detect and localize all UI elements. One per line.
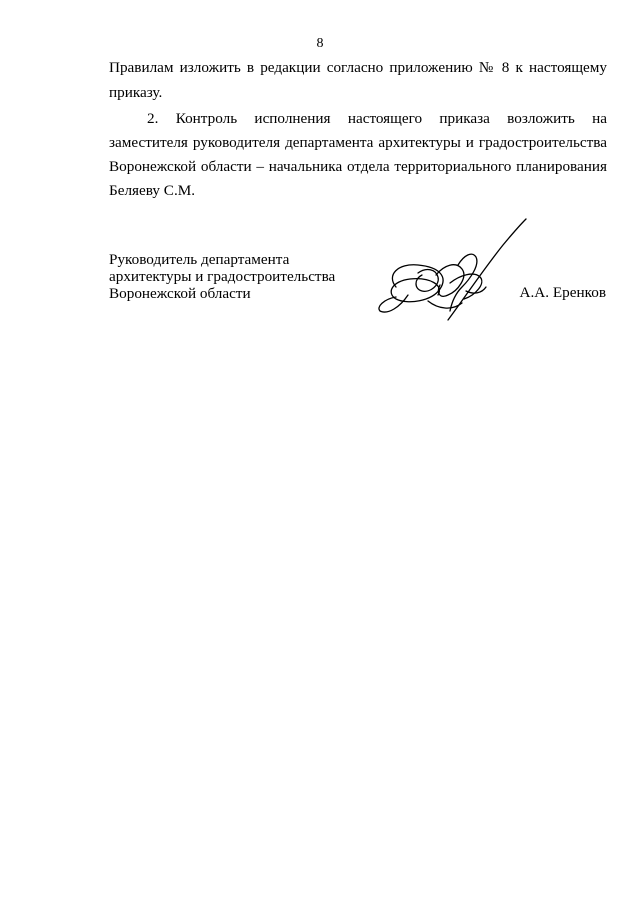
paragraph-2-line-1: 2. Контроль исполнения настоящего приказа возложить на [147, 110, 607, 127]
paragraph-1-line-1: Правилам изложить в редакции согласно приложению № 8 к настоящему [109, 59, 607, 76]
paragraph-2-line-3: Воронежской области – начальника отдела территориального планирования [109, 158, 607, 175]
paragraph-2-line-4: Беляеву С.М. [109, 182, 196, 199]
position-line-3: Воронежской области [109, 285, 251, 302]
page-number: 8 [316, 36, 324, 51]
position-line-1: Руководитель департамента [109, 251, 290, 268]
paragraph-2-line-2: заместителя руководителя департамента архитектуры и градостроительства [109, 134, 607, 151]
position-line-2: архитектуры и градостроительства [109, 268, 336, 285]
signatory-name: А.А. Еренков [519, 284, 606, 301]
signatory-position [109, 251, 335, 302]
handwritten-signature-icon [378, 215, 538, 330]
paragraph-1-line-2: приказу. [109, 84, 163, 101]
